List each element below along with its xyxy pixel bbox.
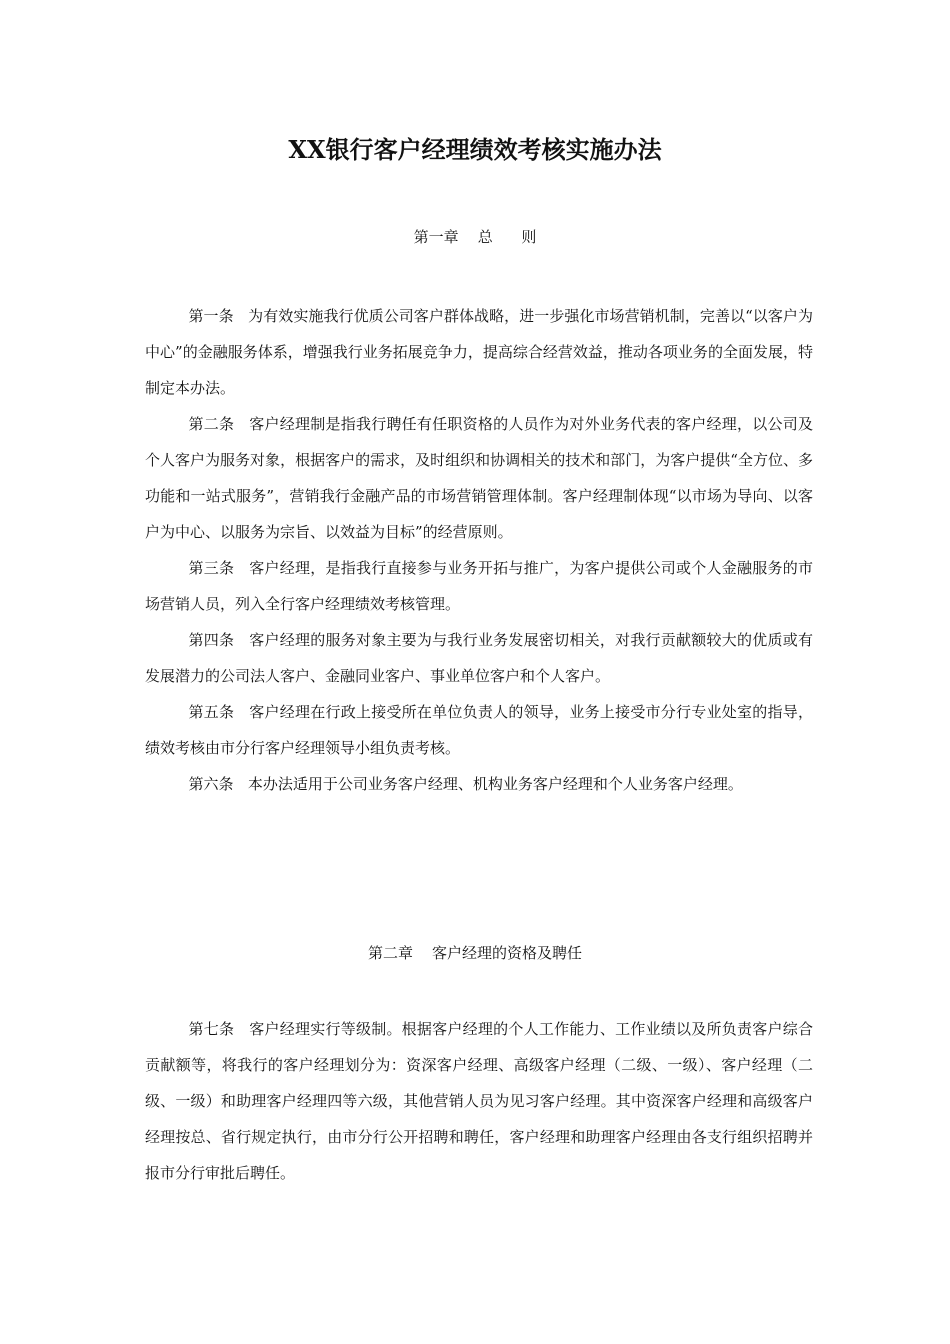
article-label: 第一条 [188, 307, 234, 325]
article-label: 第五条 [188, 703, 235, 721]
article-text: 客户经理的服务对象主要为与我行业务发展密切相关，对我行贡献额较大的优质或有发展潜力的公司法人客户、金融同业客户、事业单位客户和个人客户。 [145, 631, 813, 685]
article-paragraph [145, 694, 813, 766]
article-label: 第六条 [188, 775, 234, 793]
article-label: 第三条 [188, 559, 235, 577]
article-paragraph [145, 406, 813, 550]
article-text: 客户经理在行政上接受所在单位负责人的领导，业务上接受市分行专业处室的指导，绩效考核由市分行客户经理领导小组负责考核。 [145, 703, 813, 757]
article-paragraph [145, 766, 813, 802]
article-paragraph [145, 550, 813, 622]
chapter-heading: 第一章 总 则 [413, 228, 537, 246]
chapter-1-body [145, 298, 813, 802]
article-label: 第七条 [188, 1020, 235, 1038]
article-text: 客户经理实行等级制。根据客户经理的个人工作能力、工作业绩以及所负责客户综合贡献额等，将我行的客户经理划分为：资深客户经理、高级客户经理（二级、一级）、客户经理（二级、一级）和助理客户经理四等六级，其他营销人员为见习客户经理。其中资深客户经理和高级客户经理按总、省行规定执行，由市分行公开招聘和聘任，客户经理和助理客户经理由各支行组织招聘并报市分行审批后聘任。 [145, 1020, 813, 1182]
article-text: 客户经理制是指我行聘任有任职资格的人员作为对外业务代表的客户经理，以公司及个人客户为服务对象，根据客户的需求，及时组织和协调相关的技术和部门，为客户提供“全方位、多功能和一站式服务”，营销我行金融产品的市场营销管理体制。客户经理制体现“以市场为导向、以客户为中心、以服务为宗旨、以效益为目标”的经营原则。 [145, 415, 813, 541]
article-text: 客户经理，是指我行直接参与业务开拓与推广，为客户提供公司或个人金融服务的市场营销人员，列入全行客户经理绩效考核管理。 [145, 559, 813, 613]
article-paragraph [145, 298, 813, 406]
article-label: 第四条 [188, 631, 235, 649]
article-text: 为有效实施我行优质公司客户群体战略，进一步强化市场营销机制，完善以“以客户为中心”的金融服务体系，增强我行业务拓展竞争力，提高综合经营效益，推动各项业务的全面发展，特制定本办法。 [145, 307, 813, 397]
article-paragraph [145, 622, 813, 694]
chapter-2-body [145, 1011, 813, 1191]
article-label: 第二条 [188, 415, 235, 433]
chapter-heading: 第二章 客户经理的资格及聘任 [367, 944, 583, 962]
document-title: XX银行客户经理绩效考核实施办法 [288, 135, 662, 164]
article-paragraph [145, 1011, 813, 1191]
article-text: 本办法适用于公司业务客户经理、机构业务客户经理和个人业务客户经理。 [247, 775, 743, 793]
